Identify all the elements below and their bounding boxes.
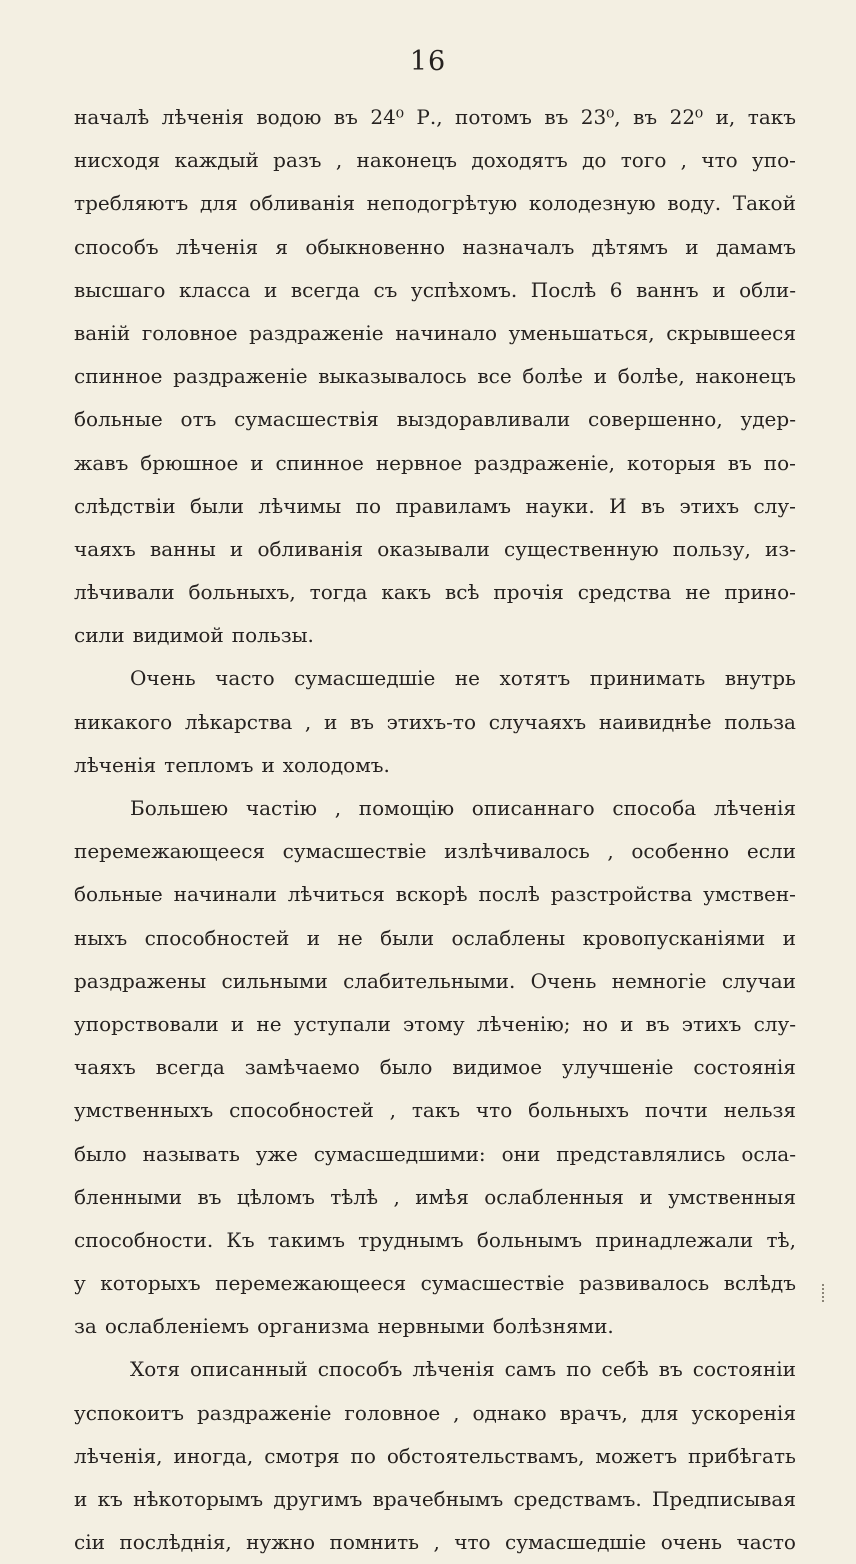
text-line: Хотя описанный способъ лѣченія самъ по себѣ въ состояніи	[130, 1357, 796, 1382]
text-line: нисходя каждый разъ , наконецъ доходятъ до того , что упо-	[74, 148, 796, 173]
text-line: успокоитъ раздраженіе головное , однако врачъ, для ускоренія	[74, 1400, 796, 1425]
text-line: требляютъ для обливанія неподогрѣтую колодезную воду. Такой	[74, 191, 796, 216]
text-line: никакого лѣкарства , и въ этихъ-то случаяхъ наивиднѣе польза	[74, 709, 796, 734]
text-line: ныхъ способностей и не были ослаблены кровопусканіями и	[74, 925, 796, 950]
text-line: бленными въ цѣломъ тѣлѣ , имѣя ослабленныя и умственныя	[74, 1184, 796, 1209]
page-number: 16	[409, 46, 447, 77]
text-line: у которыхъ перемежающееся сумасшествіе развивалось вслѣдъ	[74, 1271, 796, 1296]
text-line: высшаго класса и всегда съ успѣхомъ. Послѣ 6 ваннъ и обли-	[74, 277, 796, 302]
text-line: упорствовали и не уступали этому лѣченію; но и въ этихъ слу-	[74, 1011, 796, 1036]
text-line: началѣ лѣченія водою въ 24⁰ Р., потомъ въ 23⁰, въ 22⁰ и, такъ	[74, 105, 796, 129]
text-line: жавъ брюшное и спинное нервное раздраженіе, которыя въ по-	[74, 450, 796, 475]
text-line: спинное раздраженіе выказывалось все болѣе и болѣе, наконецъ	[74, 364, 796, 389]
text-line: слѣдствіи были лѣчимы по правиламъ науки. И въ этихъ слу-	[74, 493, 796, 518]
text-line: Очень часто сумасшедшіе не хотятъ принимать внутрь	[130, 666, 796, 691]
margin-mark	[822, 1284, 828, 1302]
text-line: сіи послѣднія, нужно помнить , что сумасшедшіе очень часто	[74, 1530, 796, 1555]
text-line: сили видимой пользы.	[74, 623, 314, 648]
text-line: чаяхъ ванны и обливанія оказывали существенную пользу, из-	[74, 536, 796, 561]
text-line: больные отъ сумасшествія выздоравливали совершенно, удер-	[74, 407, 796, 432]
body-text	[74, 96, 796, 1564]
text-line: перемежающееся сумасшествіе излѣчивалось , особенно если	[74, 839, 796, 864]
text-line: и къ нѣкоторымъ другимъ врачебнымъ средствамъ. Предписывая	[74, 1487, 796, 1511]
text-line: раздражены сильными слабительными. Очень немногіе случаи	[74, 968, 796, 993]
text-line: лѣчивали больныхъ, тогда какъ всѣ прочія средства не прино-	[74, 580, 796, 605]
text-line: способности. Къ такимъ труднымъ больнымъ принадлежали тѣ,	[74, 1227, 796, 1252]
text-line: было называть уже сумасшедшими: они представлялись осла-	[74, 1141, 796, 1166]
text-line: лѣченія тепломъ и холодомъ.	[74, 752, 390, 777]
text-line: чаяхъ всегда замѣчаемо было видимое улучшеніе состоянія	[74, 1055, 796, 1080]
text-line: Большею частію , помощію описаннаго способа лѣченія	[130, 796, 796, 820]
text-line: ваній головное раздраженіе начинало уменьшаться, скрывшееся	[74, 320, 796, 345]
text-line: способъ лѣченія я обыкновенно назначалъ дѣтямъ и дамамъ	[74, 234, 796, 259]
text-line: больные начинали лѣчиться вскорѣ послѣ разстройства умствен-	[74, 882, 796, 907]
text-line: умственныхъ способностей , такъ что больныхъ почти нельзя	[74, 1098, 796, 1123]
text-line: лѣченія, иногда, смотря по обстоятельствамъ, можетъ прибѣгать	[74, 1443, 796, 1468]
text-line: за ослабленіемъ организма нервными болѣзнями.	[74, 1314, 614, 1339]
